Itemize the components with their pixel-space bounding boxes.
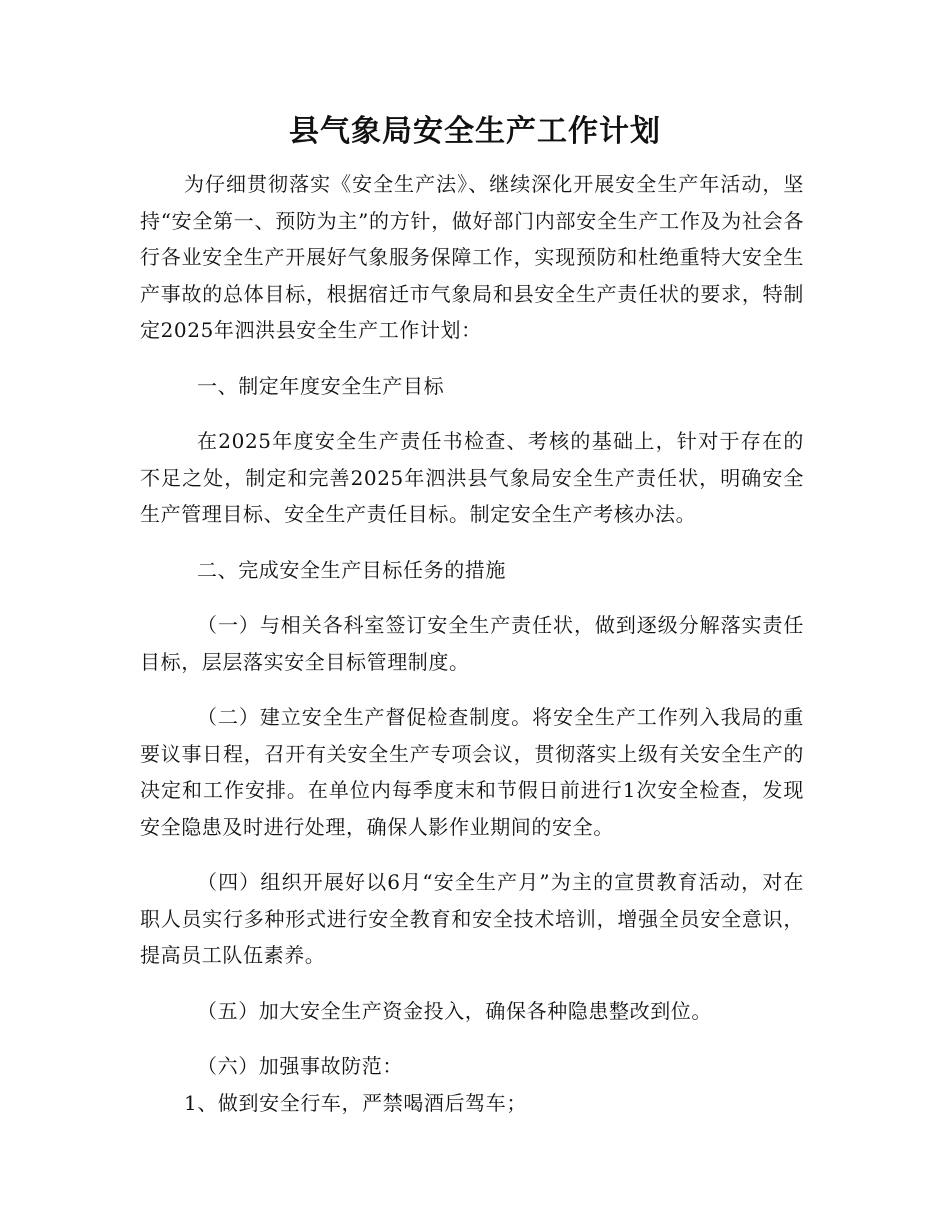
measure-item-1: （一）与相关各科室签订安全生产责任状，做到逐级分解落实责任目标，层层落实安全目标管理制度。 [140,613,804,674]
document-body [140,166,804,1121]
measure-item-4: （四）组织开展好以6月“安全生产月”为主的宣贯教育活动，对在职人员实行多种形式进行安全教育和安全技术培训，增强全员安全意识，提高员工队伍素养。 [140,870,804,967]
list-item-1: 1、做到安全行车，严禁喝酒后驾车； [184,1090,527,1115]
document-title: 县气象局安全生产工作计划 [289,114,661,149]
section1-paragraph: 在2025年度安全生产责任书检查、考核的基础上，针对于存在的不足之处，制定和完善2025年泗洪县气象局安全生产责任状，明确安全生产管理目标、安全生产责任目标。制定安全生产考核办法。 [140,429,804,526]
measure-item-2: （二）建立安全生产督促检查制度。将安全生产工作列入我局的重要议事日程，召开有关安全生产专项会议，贯彻落实上级有关安全生产的决定和工作安排。在单位内每季度末和节假日前进行1次安全检查，发现安全隐患及时进行处理，确保人影作业期间的安全。 [140,705,804,839]
measure-item-6: （六）加强事故防范： [197,1054,403,1078]
section-heading-2: 二、完成安全生产目标任务的措施 [197,557,506,582]
intro-paragraph: 为仔细贯彻落实《安全生产法》、继续深化开展安全生产年活动，坚持“安全第一、预防为主”的方针，做好部门内部安全生产工作及为社会各行各业安全生产开展好气象服务保障工作，实现预防和杜绝重特大安全生产事故的总体目标，根据宿迁市气象局和县安全生产责任状的要求，特制定2025年泗洪县安全生产工作计划： [140,172,804,342]
section-heading-1: 一、制定年度安全生产目标 [197,373,445,398]
measure-item-5: （五）加大安全生产资金投入，确保各种隐患整改到位。 [197,998,712,1023]
